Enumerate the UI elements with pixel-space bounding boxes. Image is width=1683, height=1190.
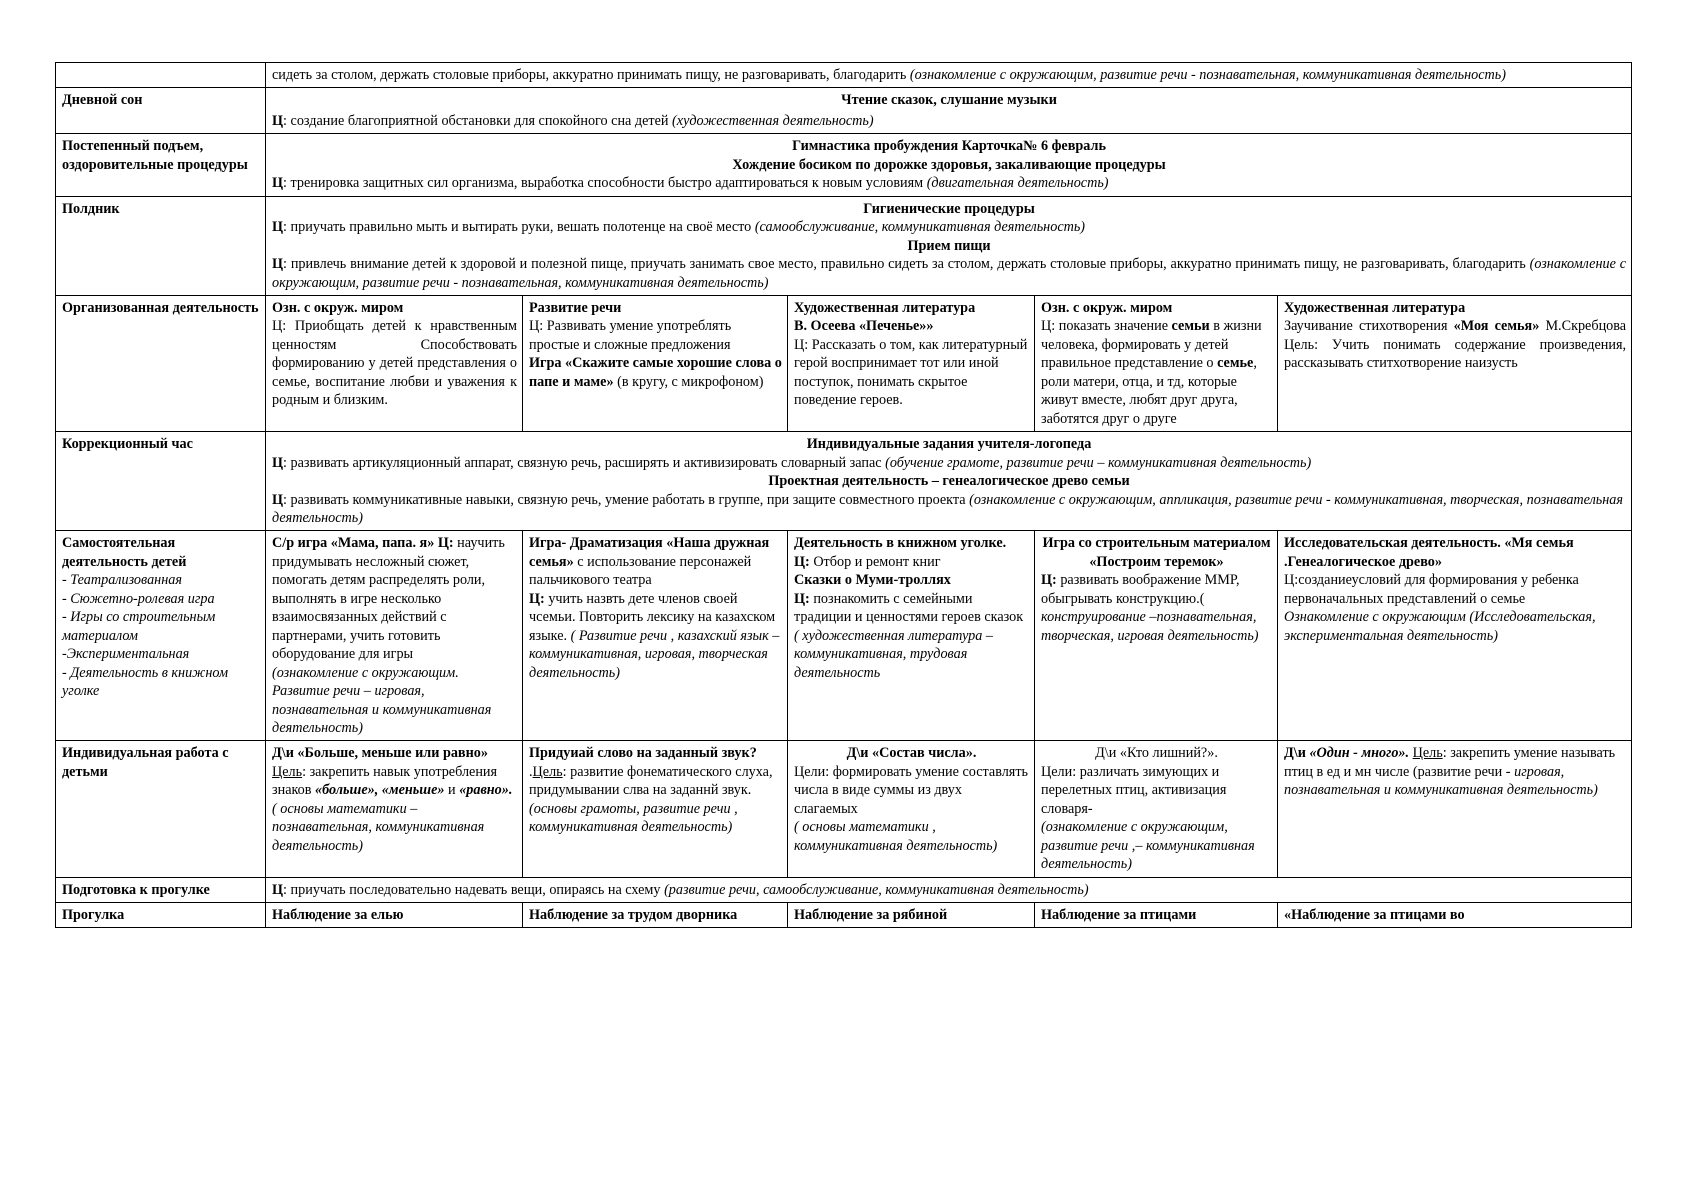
independent-cell-1-italic: (ознакомление с окружающим. Развитие речи – игровая, познавательная и коммуникативная деятельность) bbox=[272, 664, 492, 736]
independent-cell-1-body: научить придумывать несложный сюжет, помогать детям распределять роли, выполнять в игре несколько взаимосвязанных действий с партнерами, учить готовить оборудование для игры bbox=[272, 535, 505, 663]
table-row-top-fragment bbox=[56, 63, 1632, 88]
organized-cell-2-body-before: Ц: Развивать умение употреблять простые и сложные предложения bbox=[529, 318, 732, 353]
nap-goal-text: : создание благоприятной обстановки для спокойного сна детей bbox=[283, 112, 669, 129]
table-row-walk-prep bbox=[56, 877, 1632, 902]
walk-prep-goal-italic: (развитие речи, самообслуживание, коммуникативная деятельность) bbox=[664, 881, 1089, 898]
organized-cell-4 bbox=[1035, 295, 1278, 431]
independent-cell-3 bbox=[788, 531, 1035, 741]
independent-cell-3-body: Отбор и ремонт книг bbox=[809, 553, 941, 570]
independent-cell-5-body: Ц:созданиеусловий для формирования у ребенка первоначальных представлений о семье bbox=[1284, 572, 1579, 607]
organized-cell-3-body: Ц: Рассказать о том, как литературный герой воспринимает тот или иной поступок, понимать скрытое поведение героев. bbox=[794, 336, 1028, 409]
independent-cell-4 bbox=[1035, 531, 1278, 741]
organized-cell-2-title: Развитие речи bbox=[529, 299, 622, 316]
individual-cell-5-underline: Цель bbox=[1412, 745, 1443, 762]
independent-cell-2 bbox=[523, 531, 788, 741]
individual-cell-1-body2: знаков bbox=[272, 782, 316, 799]
individual-cell-1-body: : закрепить навык употребления bbox=[302, 763, 498, 780]
independent-cell-2-bold2: Ц: bbox=[529, 590, 545, 607]
independent-label-item-1: - Сюжетно-ролевая игра bbox=[62, 590, 215, 607]
table-row-individual bbox=[56, 741, 1632, 877]
organized-cell-1-body: Ц: Приобщать детей к нравственным ценностям Способствовать формированию у детей представления о семье, воспитание любви и уважения к родным и близким. bbox=[272, 318, 517, 409]
individual-cell-4-body: Цели: различать зимующих и перелетных птиц, активизация словаря- bbox=[1041, 763, 1227, 817]
independent-label-item-3: -Экспериментальная bbox=[62, 646, 190, 663]
individual-cell-3-body: Цели: формировать умение составлять числа в виде суммы из двух слагаемых bbox=[794, 763, 1028, 817]
independent-cell-4-head: Игра со строительным материалом «Построим теремок» bbox=[1042, 535, 1271, 570]
independent-label-item-4: - Деятельность в книжном уголке bbox=[62, 664, 229, 700]
organized-cell-1 bbox=[266, 295, 523, 431]
individual-cell-5-body: : закрепить умение называть птиц в ед и мн числе (развитие речи - bbox=[1284, 745, 1616, 780]
snack-goal1-text: : приучать правильно мыть и вытирать руки, вешать полотенце на своё место bbox=[283, 219, 752, 236]
wakeup-title-1: Гимнастика пробуждения Карточка№ 6 февраль bbox=[792, 138, 1106, 155]
table-row-organized bbox=[56, 295, 1632, 431]
row-label-correction: Коррекционный час bbox=[56, 432, 266, 531]
individual-cell-1-bi2: «равно». bbox=[459, 782, 513, 799]
organized-cell-4-bold2: семье bbox=[1217, 355, 1254, 372]
wakeup-goal-italic: (двигательная деятельность) bbox=[926, 175, 1109, 192]
independent-cell-4-body: развивать воображение ММР, обыгрывать конструкцию.( bbox=[1041, 572, 1240, 607]
organized-cell-5 bbox=[1278, 295, 1632, 431]
independent-label-item-2: - Игры со строительным материалом bbox=[62, 609, 216, 644]
independent-label-item-0: - Театрализованная bbox=[62, 572, 182, 589]
snack-goal1-italic: (самообслуживание, коммуникативная деятельность) bbox=[754, 219, 1086, 236]
row-label-nap: Дневной сон bbox=[56, 88, 266, 134]
independent-cell-2-body: с использование персонажей пальчикового театра bbox=[529, 553, 752, 589]
daily-plan-table bbox=[55, 62, 1632, 928]
individual-cell-2-head: Придуиай слово на заданный звук? bbox=[529, 745, 757, 762]
organized-cell-2-bold: Игра «Скажите самые хорошие слова о папе и маме» bbox=[529, 355, 782, 390]
individual-cell-2-underline: Цель bbox=[532, 763, 563, 780]
independent-cell-4-italic: конструирование –познавательная, творческая, игровая деятельность) bbox=[1041, 609, 1259, 644]
individual-cell-1-body3: и bbox=[444, 782, 460, 799]
individual-cell-3-italic: ( основы математики , коммуникативная деятельность) bbox=[794, 819, 998, 854]
table-row-nap bbox=[56, 88, 1632, 134]
wakeup-title-2: Хождение босиком по дорожке здоровья, закаливающие процедуры bbox=[732, 156, 1166, 173]
snack-title-1: Гигиенические процедуры bbox=[863, 200, 1035, 217]
table-row-independent bbox=[56, 531, 1632, 741]
row-label-organized: Организованная деятельность bbox=[56, 295, 266, 431]
organized-cell-5-title: Художественная литература bbox=[1284, 299, 1466, 316]
correction-goal2-text: : развивать коммуникативные навыки, связную речь, умение работать в группе, при защите совместного проекта bbox=[283, 491, 966, 508]
individual-cell-1-italic: ( основы математики – познавательная, коммуникативная деятельность) bbox=[272, 800, 485, 854]
row-content-wakeup bbox=[266, 134, 1632, 196]
walk-cell-1: Наблюдение за елью bbox=[266, 903, 523, 928]
organized-cell-3-title: Художественная литература bbox=[794, 299, 976, 316]
row-label-walk-prep: Подготовка к прогулке bbox=[56, 877, 266, 902]
individual-cell-3 bbox=[788, 741, 1035, 877]
individual-cell-1-head: Д\и «Больше, меньше или равно» bbox=[272, 745, 488, 762]
independent-cell-4-c: Ц: bbox=[1041, 572, 1057, 589]
top-fragment-text: сидеть за столом, держать столовые приборы, аккуратно принимать пищу, не разговаривать, благодарить bbox=[272, 67, 907, 83]
organized-cell-2 bbox=[523, 295, 788, 431]
independent-cell-3-bold2: Сказки о Муми-троллях bbox=[794, 572, 951, 589]
walk-cell-3: Наблюдение за рябиной bbox=[788, 903, 1035, 928]
independent-cell-5 bbox=[1278, 531, 1632, 741]
top-fragment-italic: (ознакомление с окружающим, развитие речи - познавательная, коммуникативная деятельность) bbox=[909, 67, 1506, 83]
correction-goal1-prefix: Ц bbox=[272, 454, 284, 471]
organized-cell-4-b1: Ц: показать значение bbox=[1041, 318, 1172, 335]
row-content-correction bbox=[266, 432, 1632, 531]
independent-cell-5-head: Исследовательская деятельность. «Мя семья .Генеалогическое древо» bbox=[1284, 535, 1574, 570]
organized-cell-4-b3: , роли матери, отца, и тд, которые живут вместе, любят друг друга, заботятся друг о друге bbox=[1041, 355, 1257, 427]
row-label-snack: Полдник bbox=[56, 196, 266, 295]
organized-cell-4-title: Озн. с окруж. миром bbox=[1041, 299, 1173, 316]
individual-cell-1 bbox=[266, 741, 523, 877]
correction-goal2-prefix: Ц bbox=[272, 491, 284, 508]
row-content-walk-prep bbox=[266, 877, 1632, 902]
organized-cell-1-title: Озн. с окруж. миром bbox=[272, 299, 404, 316]
organized-cell-4-bold1: семьи bbox=[1171, 318, 1210, 335]
independent-cell-3-italic: ( художественная литература – коммуникативная, трудовая деятельность bbox=[794, 627, 994, 681]
individual-cell-1-bi1: «больше», «меньше» bbox=[315, 782, 445, 799]
correction-goal1-italic: (обучение грамоте, развитие речи – коммуникативная деятельность) bbox=[885, 454, 1312, 471]
walk-prep-goal-text: : приучать последовательно надевать вещи, опираясь на схему bbox=[283, 881, 661, 898]
walk-cell-5: «Наблюдение за птицами во bbox=[1278, 903, 1632, 928]
snack-goal2-prefix: Ц bbox=[272, 256, 284, 273]
snack-goal2-italic: (ознакомление с окружающим, развитие речи - познавательная, коммуникативная деятельность) bbox=[272, 256, 1627, 291]
organized-cell-5-b2: М.Скребцова Цель: Учить понимать содержание произведения, рассказывать ститхотворение наизусть bbox=[1284, 318, 1627, 372]
individual-cell-4-head: Д\и «Кто лишний?». bbox=[1095, 745, 1218, 762]
independent-cell-3-body2: познакомить с семейными традиции и ценностями героев сказок bbox=[794, 590, 1024, 626]
row-content-snack bbox=[266, 196, 1632, 295]
organized-cell-2-body-after: (в кругу, с микрофоном) bbox=[613, 373, 764, 390]
nap-title: Чтение сказок, слушание музыки bbox=[841, 92, 1057, 109]
organized-cell-5-bold1: «Моя семья» bbox=[1453, 318, 1540, 335]
correction-title-1: Индивидуальные задания учителя-логопеда bbox=[806, 436, 1092, 453]
wakeup-goal-prefix: Ц bbox=[272, 175, 284, 192]
independent-cell-3-c: Ц: bbox=[794, 553, 810, 570]
individual-cell-5-italic: игровая, познавательная и коммуникативная деятельность) bbox=[1284, 763, 1598, 799]
independent-cell-1-head: С/р игра «Мама, папа. я» Ц: bbox=[272, 535, 454, 552]
nap-goal-italic: (художественная деятельность) bbox=[672, 112, 874, 129]
organized-cell-4-b2: в жизни человека, формировать у детей правильное представление о bbox=[1041, 318, 1262, 372]
row-label-individual: Индивидуальная работа с детьми bbox=[56, 741, 266, 877]
individual-cell-2-italic: (основы грамоты, развитие речи , коммуникативная деятельность) bbox=[529, 800, 738, 836]
row-label-wakeup: Постепенный подъем, оздоровительные процедуры bbox=[56, 134, 266, 196]
individual-cell-2: Придуиай слово на заданный звук? .Цель: развитие фонематического слуха, придумывании слва на заданнй звук. (основы грамоты, развитие речи , коммуникативная деятельность) bbox=[523, 741, 788, 877]
snack-title-2: Прием пищи bbox=[907, 237, 991, 254]
row-label-empty bbox=[56, 63, 266, 88]
organized-cell-3 bbox=[788, 295, 1035, 431]
walk-cell-2: Наблюдение за трудом дворника bbox=[523, 903, 788, 928]
individual-cell-5-head: Д\и bbox=[1284, 745, 1310, 762]
independent-cell-2-italic: ( Развитие речи , казахский язык – коммуникативная, игровая, творческая деятельность) bbox=[529, 627, 780, 681]
independent-cell-1 bbox=[266, 531, 523, 741]
individual-cell-1-underline: Цель bbox=[272, 763, 303, 780]
individual-cell-4 bbox=[1035, 741, 1278, 877]
independent-cell-2-head: Игра- Драматизация «Наша дружная семья» bbox=[529, 535, 770, 570]
organized-cell-3-title2: В. Осеева «Печенье»» bbox=[794, 318, 934, 335]
organized-cell-5-b1: Заучивание стихотворения bbox=[1284, 318, 1454, 335]
row-content-top-fragment bbox=[266, 63, 1632, 88]
table-row-snack bbox=[56, 196, 1632, 295]
snack-goal1-prefix: Ц bbox=[272, 219, 284, 236]
individual-cell-5-bi-head: «Один - много». bbox=[1309, 745, 1410, 762]
individual-cell-3-head: Д\и «Состав числа». bbox=[846, 745, 977, 762]
nap-goal-prefix: Ц bbox=[272, 112, 284, 129]
independent-cell-5-italic: Ознакомление с окружающим (Исследовательская, экспериментальная деятельность) bbox=[1284, 609, 1596, 644]
individual-cell-5 bbox=[1278, 741, 1632, 877]
wakeup-goal-text: : тренировка защитных сил организма, выработка способности быстро адаптироваться к новым условиям bbox=[283, 175, 924, 192]
correction-goal2-italic: (ознакомление с окружающим, аппликация, развитие речи - коммуникативная, творческая, познавательная деятельность) bbox=[272, 491, 1623, 526]
snack-goal2-text: : привлечь внимание детей к здоровой и полезной пище, приучать занимать свое место, правильно сидеть за столом, держать столовые приборы, аккуратно принимать пищу, не разговаривать, благодарить bbox=[283, 256, 1526, 273]
independent-cell-2-body2: учить назвть дете членов своей чсемьи. Повторить лексику на казахском языке. bbox=[529, 590, 776, 644]
table-row-correction bbox=[56, 432, 1632, 531]
individual-cell-2-body: : развитие фонематического слуха, придумывании слва на заданнй звук. bbox=[529, 763, 773, 799]
table-row-wakeup bbox=[56, 134, 1632, 196]
independent-cell-3-head: Деятельность в книжном уголке. bbox=[794, 535, 1007, 552]
individual-cell-4-italic: (ознакомление с окружающим, развитие речи ,– коммуникативная деятельность) bbox=[1041, 819, 1255, 873]
table-row-walk bbox=[56, 903, 1632, 928]
walk-cell-4: Наблюдение за птицами bbox=[1035, 903, 1278, 928]
row-label-independent bbox=[56, 531, 266, 741]
row-label-walk: Прогулка bbox=[56, 903, 266, 928]
independent-cell-3-bold3: Ц: bbox=[794, 590, 810, 607]
independent-label-title: Самостоятельная деятельность детей bbox=[62, 535, 187, 570]
correction-goal1-text: : развивать артикуляционный аппарат, связную речь, расширять и активизировать словарный запас bbox=[283, 454, 882, 471]
walk-prep-goal-prefix: Ц bbox=[272, 881, 284, 898]
correction-title-2: Проектная деятельность – генеалогическое древо семьи bbox=[768, 473, 1130, 490]
row-content-nap bbox=[266, 88, 1632, 134]
